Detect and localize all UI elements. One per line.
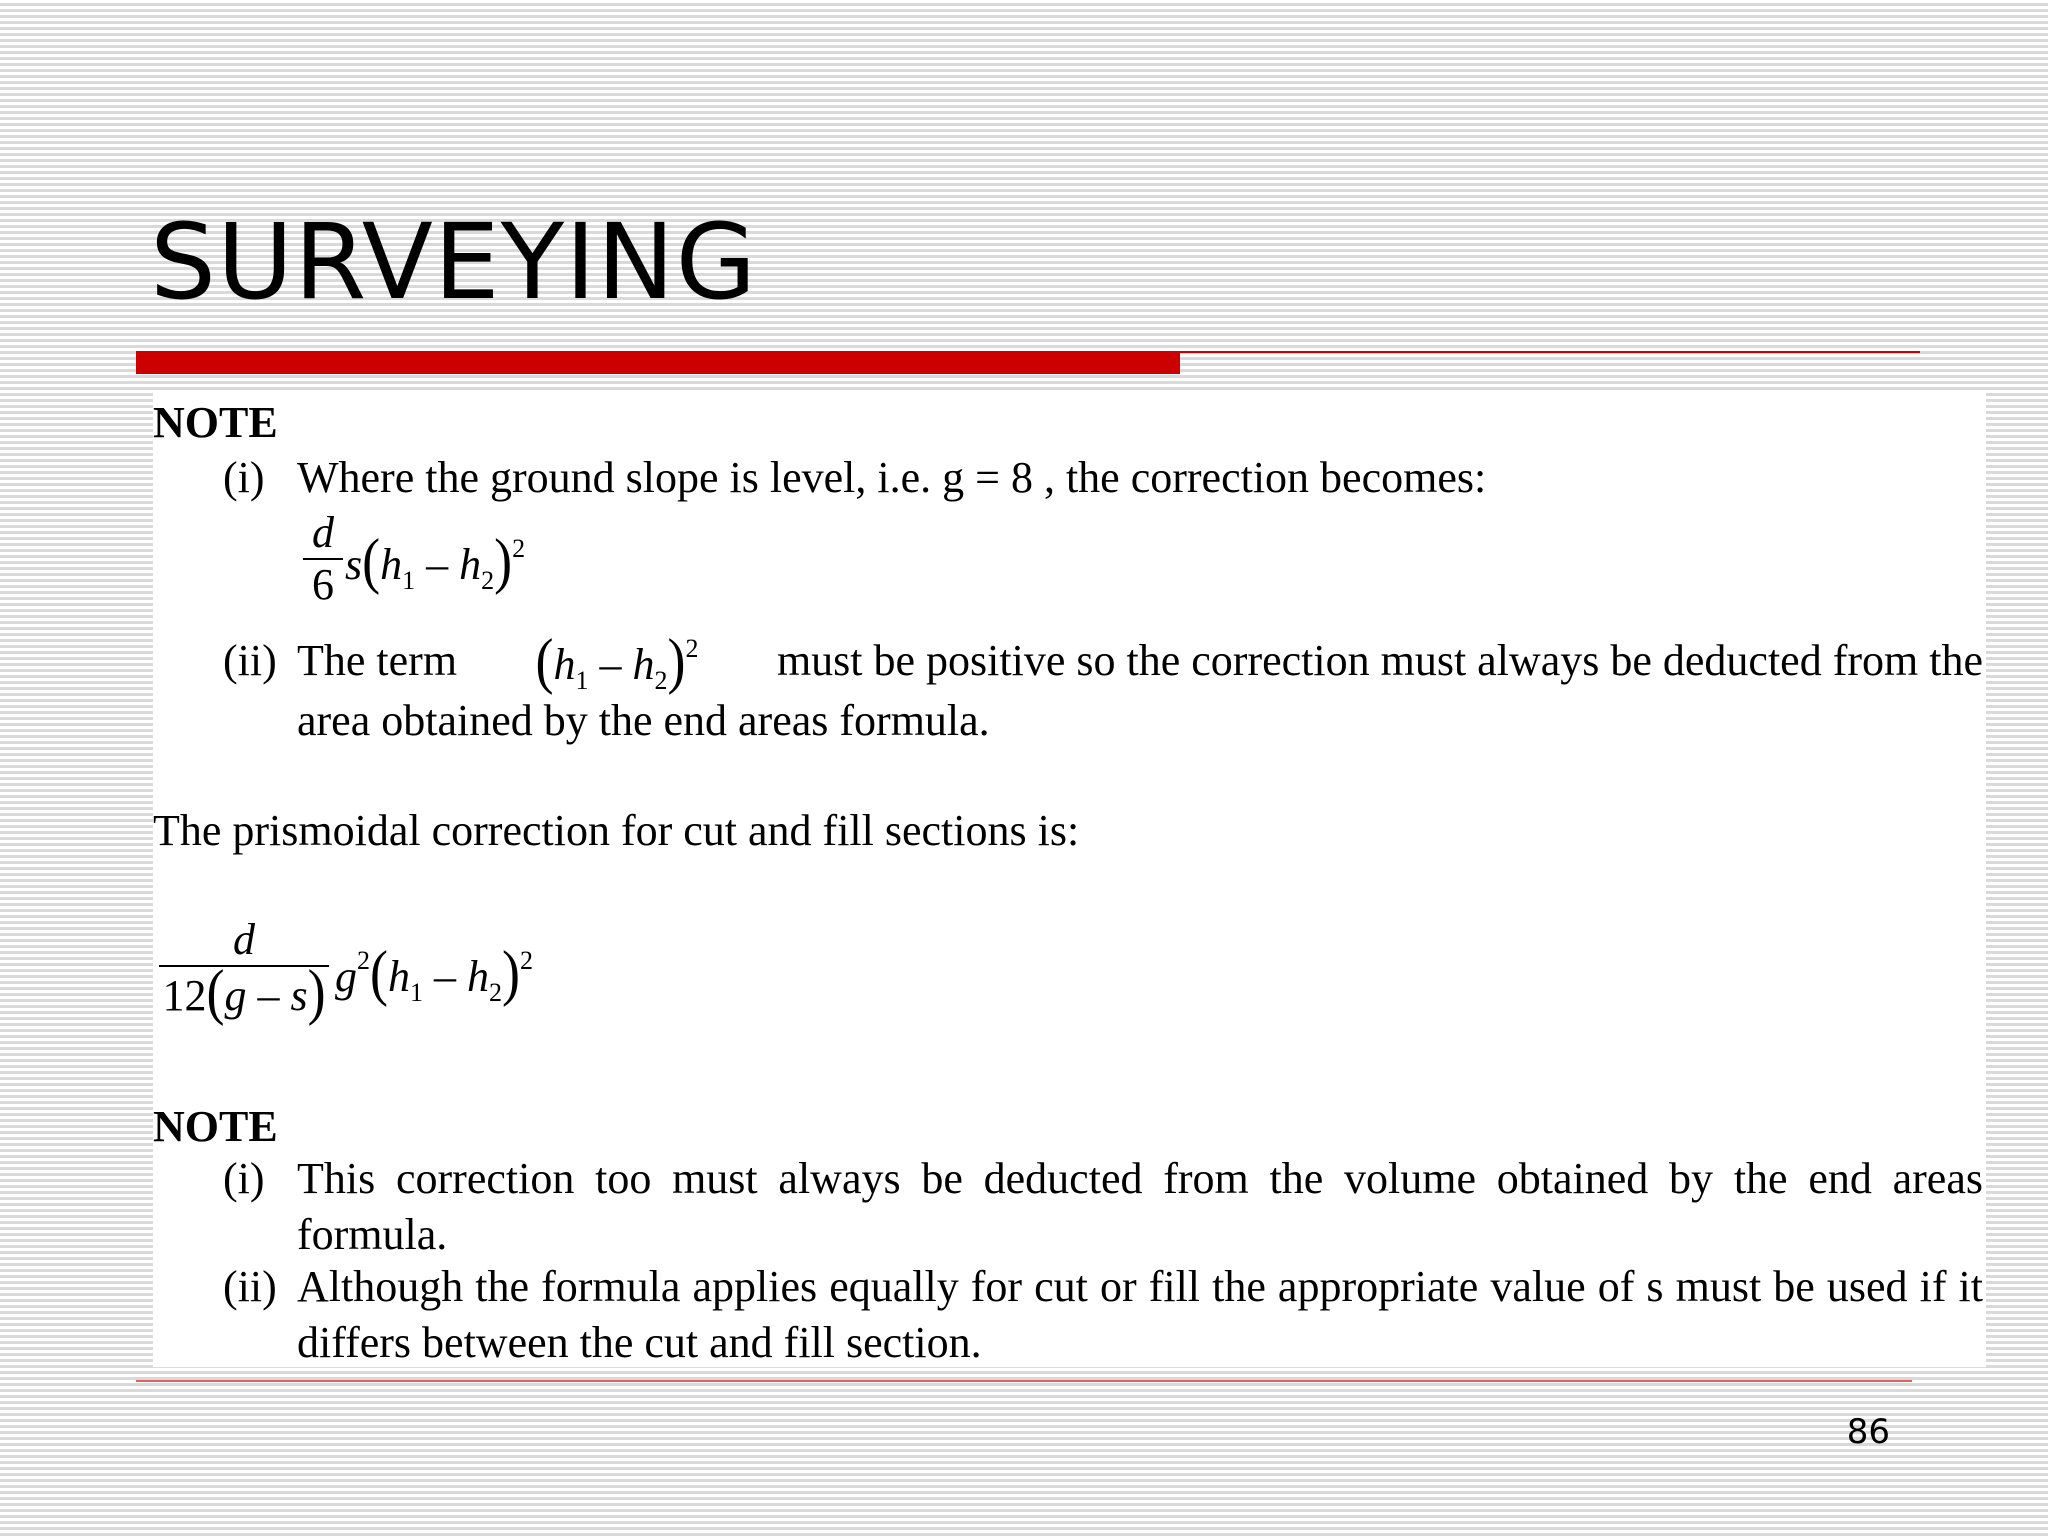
power: 2 <box>685 634 699 663</box>
var-s: s <box>290 971 308 1020</box>
var-h1: h <box>553 640 576 689</box>
title-underline-thin <box>1180 351 1920 353</box>
page-number: 86 <box>1846 1412 1890 1452</box>
sub-2: 2 <box>654 666 668 695</box>
formula2-expression <box>335 938 533 1011</box>
footer-rule <box>136 1380 1912 1382</box>
sub-2: 2 <box>481 566 495 595</box>
formula2-fraction <box>159 915 329 1027</box>
var-g: g <box>224 971 247 1020</box>
formula1-fraction <box>303 508 343 610</box>
formula1-numerator: d <box>312 508 334 557</box>
power: 2 <box>357 946 370 975</box>
term-expression <box>535 626 699 699</box>
minus-sign: – <box>433 952 456 1001</box>
var-h2: h <box>632 640 655 689</box>
var-h2: h <box>459 540 482 589</box>
formula2-denominator <box>162 957 326 1027</box>
paren-close: ) <box>501 938 520 1008</box>
sub-1: 1 <box>402 566 416 595</box>
var-g: g <box>335 952 357 1001</box>
text-before: The term <box>297 636 458 685</box>
item-text: Where the ground slope is level, i.e. g = 8 , the correction becomes: <box>297 453 1487 502</box>
paren-open: ( <box>535 626 554 696</box>
power: 2 <box>512 534 526 563</box>
minus-sign: – <box>257 971 280 1020</box>
paren-open: ( <box>362 526 381 596</box>
formula2-numerator: d <box>233 915 255 964</box>
paren-open: ( <box>370 938 388 1008</box>
den-12: 12 <box>162 971 207 1020</box>
text-after: must be positive so the correction must always be deducted from the <box>776 636 1983 685</box>
paren-close: ) <box>667 626 686 696</box>
formula1-denominator: 6 <box>312 560 334 609</box>
content-image <box>153 393 1986 1367</box>
var-h1: h <box>387 952 410 1001</box>
item-text-line2: area obtained by the end areas formula. <box>297 696 990 745</box>
var-s: s <box>345 540 363 589</box>
sub-1: 1 <box>575 666 589 695</box>
prismoidal-paragraph: The prismoidal correction for cut and fill sections is: <box>153 806 1080 855</box>
var-h1: h <box>380 540 403 589</box>
sub-2: 2 <box>488 978 502 1007</box>
sub-1: 1 <box>409 978 423 1007</box>
power: 2 <box>519 946 533 975</box>
minus-sign: – <box>426 540 449 589</box>
minus-sign: – <box>599 640 622 689</box>
note-heading-1: NOTE <box>153 398 278 447</box>
slide-title: SURVEYING <box>150 201 758 323</box>
paren-close: ) <box>494 526 513 596</box>
item-number: (i) <box>223 453 265 502</box>
note-heading-2: NOTE <box>153 1102 278 1151</box>
item-text: Although the formula applies equally for cut or fill the appropriate value of s must be used if it differs between the cut and fill section. <box>297 1262 1983 1367</box>
formula1-expression <box>345 526 526 599</box>
paren-close: ) <box>307 957 326 1027</box>
item-text: This correction too must always be deducted from the volume obtained by the end areas formula. <box>297 1154 1983 1259</box>
var-h2: h <box>466 952 489 1001</box>
paren-open: ( <box>206 957 225 1027</box>
title-underline-thick <box>136 351 1180 374</box>
item-number: (i) <box>223 1154 265 1203</box>
item-number: (ii) <box>223 636 277 685</box>
item-text-line1 <box>297 626 1983 699</box>
item-number: (ii) <box>223 1262 277 1311</box>
